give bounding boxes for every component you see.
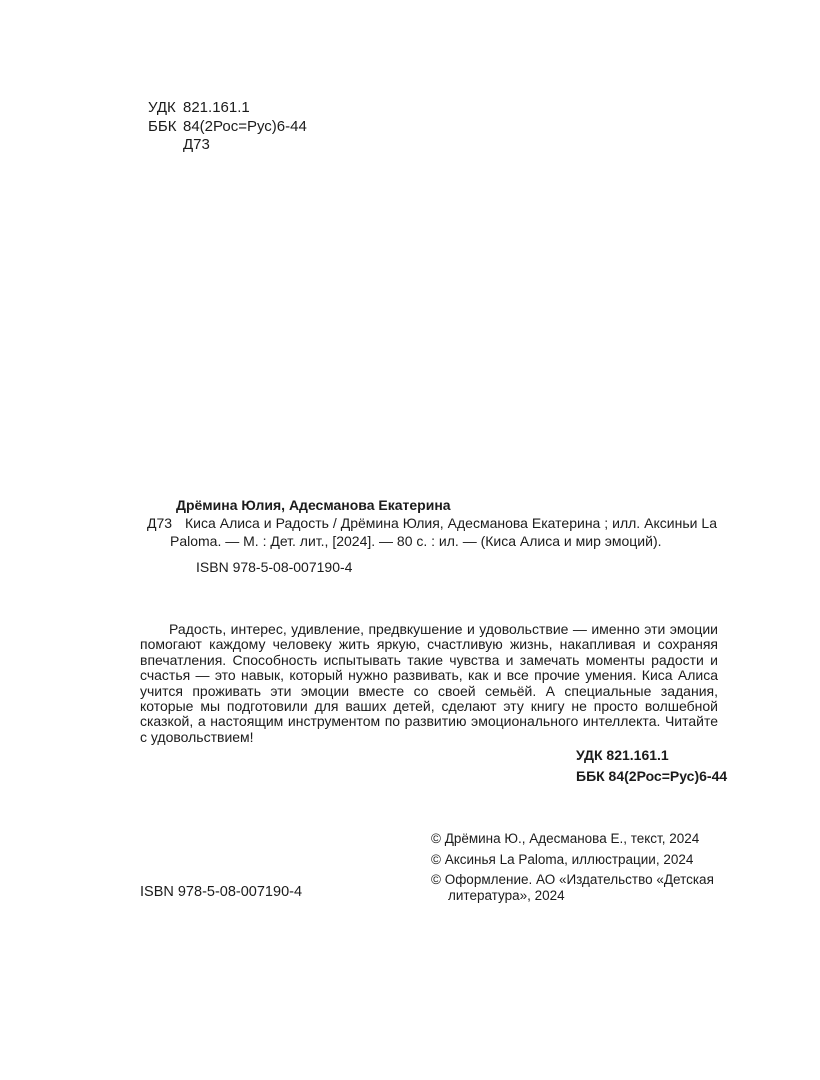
udk-line <box>148 99 307 118</box>
copyright-entry-design: © Оформление. АО «Издательство «Детская литература», 2024 <box>431 872 714 903</box>
annotation-paragraph: Радость, интерес, удивление, предвкушение и удовольствие — именно эти эмоции помогают каждому человеку жить яркую, счастливую жизнь, накапливая и сохраняя впечатления. Способность испытывать такие чувства и замечать моменты радости и счастья — это навык, который нужно развивать, как и все прочие умения. Киса Алиса учится проживать эти эмоции вместе со своей семьёй. А специальные задания, которые мы подготовили для ваших детей, сделают эту книгу не просто волшебной сказкой, а настоящим инструментом по развитию эмоционального интеллекта. Читайте с удовольствием! <box>140 621 718 745</box>
udk-label: УДК <box>148 99 176 116</box>
card-description-row <box>147 514 717 550</box>
classification-block-bottom <box>576 745 727 787</box>
card-isbn: ISBN 978-5-08-007190-4 <box>196 559 353 575</box>
bbk-value: 84(2Рос=Рус)6-44 <box>183 117 307 135</box>
catalog-card <box>147 496 717 576</box>
card-description: Киса Алиса и Радость / Дрёмина Юлия, Адесманова Екатерина ; илл. Аксиньи La Paloma. — М. : Дет. лит., [2024]. — 80 с. : ил. — (Киса Алиса и мир эмоций). <box>170 515 717 549</box>
copyright-entry-text: © Дрёмина Ю., Адесманова Е., текст, 2024 <box>431 831 700 846</box>
card-authors: Дрёмина Юлия, Адесманова Екатерина <box>176 497 451 513</box>
copyright-entry-illustrations: © Аксинья La Paloma, иллюстрации, 2024 <box>431 851 694 867</box>
author-sign-line <box>148 136 307 155</box>
udk-bottom: УДК 821.161.1 <box>576 747 669 763</box>
bbk-label: ББК <box>148 117 177 135</box>
bbk-bottom: ББК 84(2Рос=Рус)6-44 <box>576 768 728 784</box>
bbk-line <box>148 118 307 137</box>
udk-value: 821.161.1 <box>183 99 250 116</box>
author-sign: Д73 <box>183 136 210 153</box>
copyright-block <box>431 831 723 908</box>
card-author-sign: Д73 <box>147 515 173 531</box>
isbn-bottom: ISBN 978-5-08-007190-4 <box>140 884 303 900</box>
classification-block-top <box>148 99 307 155</box>
